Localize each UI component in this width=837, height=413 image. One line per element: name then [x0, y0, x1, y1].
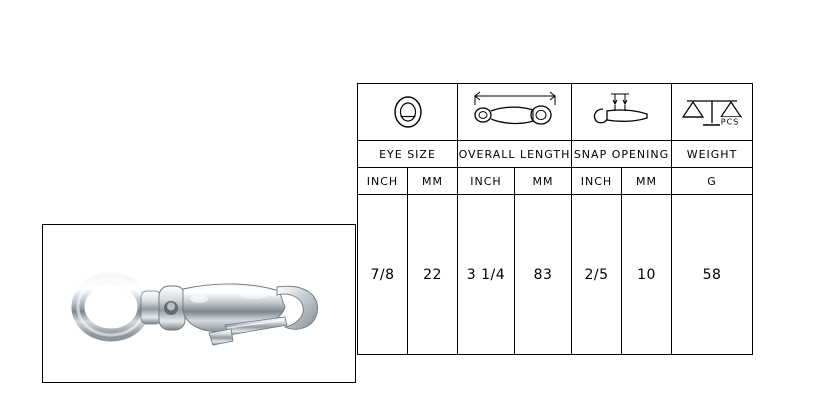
eye-size-icon: [358, 84, 457, 140]
unit-eye-size-mm: MM: [408, 168, 458, 195]
overall-length-icon: [458, 84, 571, 140]
unit-snap-opening-inch: INCH: [572, 168, 622, 195]
value-weight-g: 58: [672, 195, 753, 355]
table-row: [358, 195, 753, 355]
value-overall-length-mm: 83: [515, 195, 572, 355]
column-header-weight: WEIGHT: [672, 141, 753, 168]
column-header-overall-length: OVERALL LENGTH: [458, 141, 572, 168]
product-image: [43, 225, 355, 382]
column-header-snap-opening: SNAP OPENING: [572, 141, 672, 168]
value-eye-size-mm: 22: [408, 195, 458, 355]
unit-overall-length-inch: INCH: [458, 168, 515, 195]
table-header-row: [358, 141, 753, 168]
overall-length-icon-cell: [458, 84, 572, 141]
value-overall-length-inch: 3 1/4: [458, 195, 515, 355]
snap-opening-icon: [572, 84, 671, 140]
unit-overall-length-mm: MM: [515, 168, 572, 195]
product-image-panel: [42, 224, 356, 383]
unit-weight-g: G: [672, 168, 753, 195]
snap-opening-icon-cell: [572, 84, 672, 141]
value-snap-opening-inch: 2/5: [572, 195, 622, 355]
table-unit-row: [358, 168, 753, 195]
unit-eye-size-inch: INCH: [358, 168, 408, 195]
value-eye-size-inch: 7/8: [358, 195, 408, 355]
weight-icon-cell: [672, 84, 753, 141]
table-icon-row: [358, 84, 753, 141]
specification-table: [357, 83, 753, 355]
unit-snap-opening-mm: MM: [622, 168, 672, 195]
column-header-eye-size: EYE SIZE: [358, 141, 458, 168]
value-snap-opening-mm: 10: [622, 195, 672, 355]
eye-size-icon-cell: [358, 84, 458, 141]
weight-icon-badge: PCS: [720, 117, 740, 127]
weight-icon: [672, 84, 752, 140]
